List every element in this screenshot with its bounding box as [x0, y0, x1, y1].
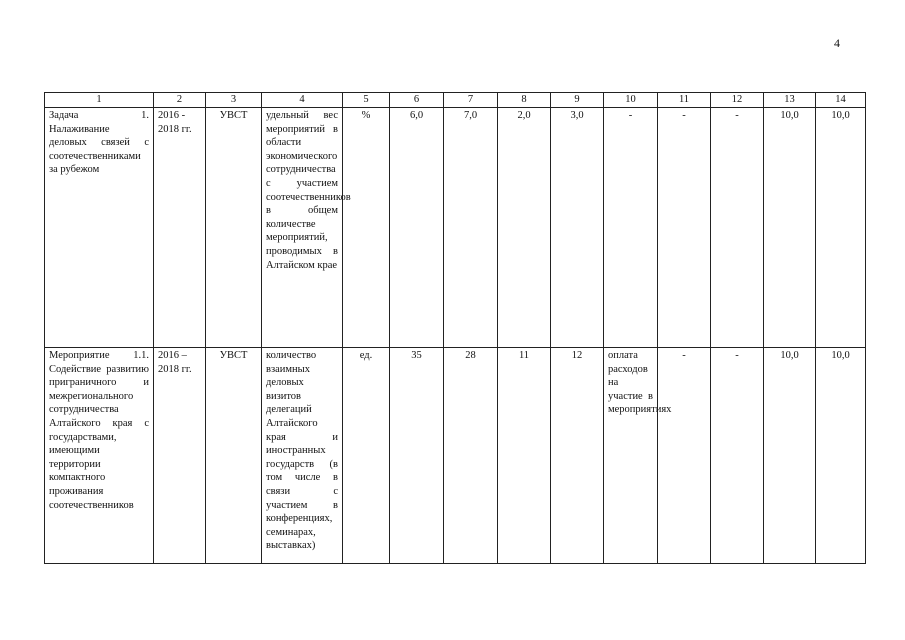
value-cell: 10,0: [764, 108, 816, 348]
value-cell: 10,0: [816, 108, 866, 348]
page-number: 4: [834, 36, 840, 50]
column-header: 10: [604, 93, 658, 108]
value-cell: -: [658, 108, 711, 348]
value-cell: 3,0: [551, 108, 604, 348]
column-header: 13: [764, 93, 816, 108]
notes-cell: оплата расходов на участие в мероприятиях: [604, 348, 658, 564]
value-cell: 6,0: [390, 108, 444, 348]
column-header: 5: [343, 93, 390, 108]
column-header: 9: [551, 93, 604, 108]
task-name-cell: Задача 1. Налаживание деловых связей с соотечественниками за рубежом: [45, 108, 154, 348]
period-cell: 2016 - 2018 гг.: [154, 108, 206, 348]
table-row: [45, 108, 866, 348]
column-header: 3: [206, 93, 262, 108]
value-cell: 7,0: [444, 108, 498, 348]
period-cell: 2016 – 2018 гг.: [154, 348, 206, 564]
column-header: 12: [711, 93, 764, 108]
value-cell: -: [711, 348, 764, 564]
value-cell: 10,0: [764, 348, 816, 564]
value-cell: 10,0: [816, 348, 866, 564]
executor-cell: УВСТ: [206, 108, 262, 348]
header-row: [45, 93, 866, 108]
column-header: 1: [45, 93, 154, 108]
value-cell: -: [711, 108, 764, 348]
value-cell: -: [658, 348, 711, 564]
column-header: 2: [154, 93, 206, 108]
indicator-cell: количество взаимных деловых визитов делегаций Алтайского края и иностранных государств (в том числе в связи с участием в конференциях, семинарах, выставках): [262, 348, 343, 564]
indicator-cell: удельный вес мероприятий в области экономического сотрудничества с участием соотечественников в общем количестве мероприятий, проводимых в Алтайском крае: [262, 108, 343, 348]
column-header: 11: [658, 93, 711, 108]
value-cell: 2,0: [498, 108, 551, 348]
value-cell: 12: [551, 348, 604, 564]
value-cell: 35: [390, 348, 444, 564]
table-row: [45, 348, 866, 564]
value-cell: -: [604, 108, 658, 348]
column-header: 6: [390, 93, 444, 108]
unit-cell: ед.: [343, 348, 390, 564]
executor-cell: УВСТ: [206, 348, 262, 564]
unit-cell: %: [343, 108, 390, 348]
task-name-cell: Мероприятие 1.1. Содействие развитию приграничного и межрегионального сотрудничества Алтайского края с государствами, имеющими территории компактного проживания соотечественников: [45, 348, 154, 564]
column-header: 14: [816, 93, 866, 108]
column-header: 8: [498, 93, 551, 108]
column-header: 4: [262, 93, 343, 108]
indicators-table: [44, 92, 866, 564]
value-cell: 28: [444, 348, 498, 564]
column-header: 7: [444, 93, 498, 108]
value-cell: 11: [498, 348, 551, 564]
